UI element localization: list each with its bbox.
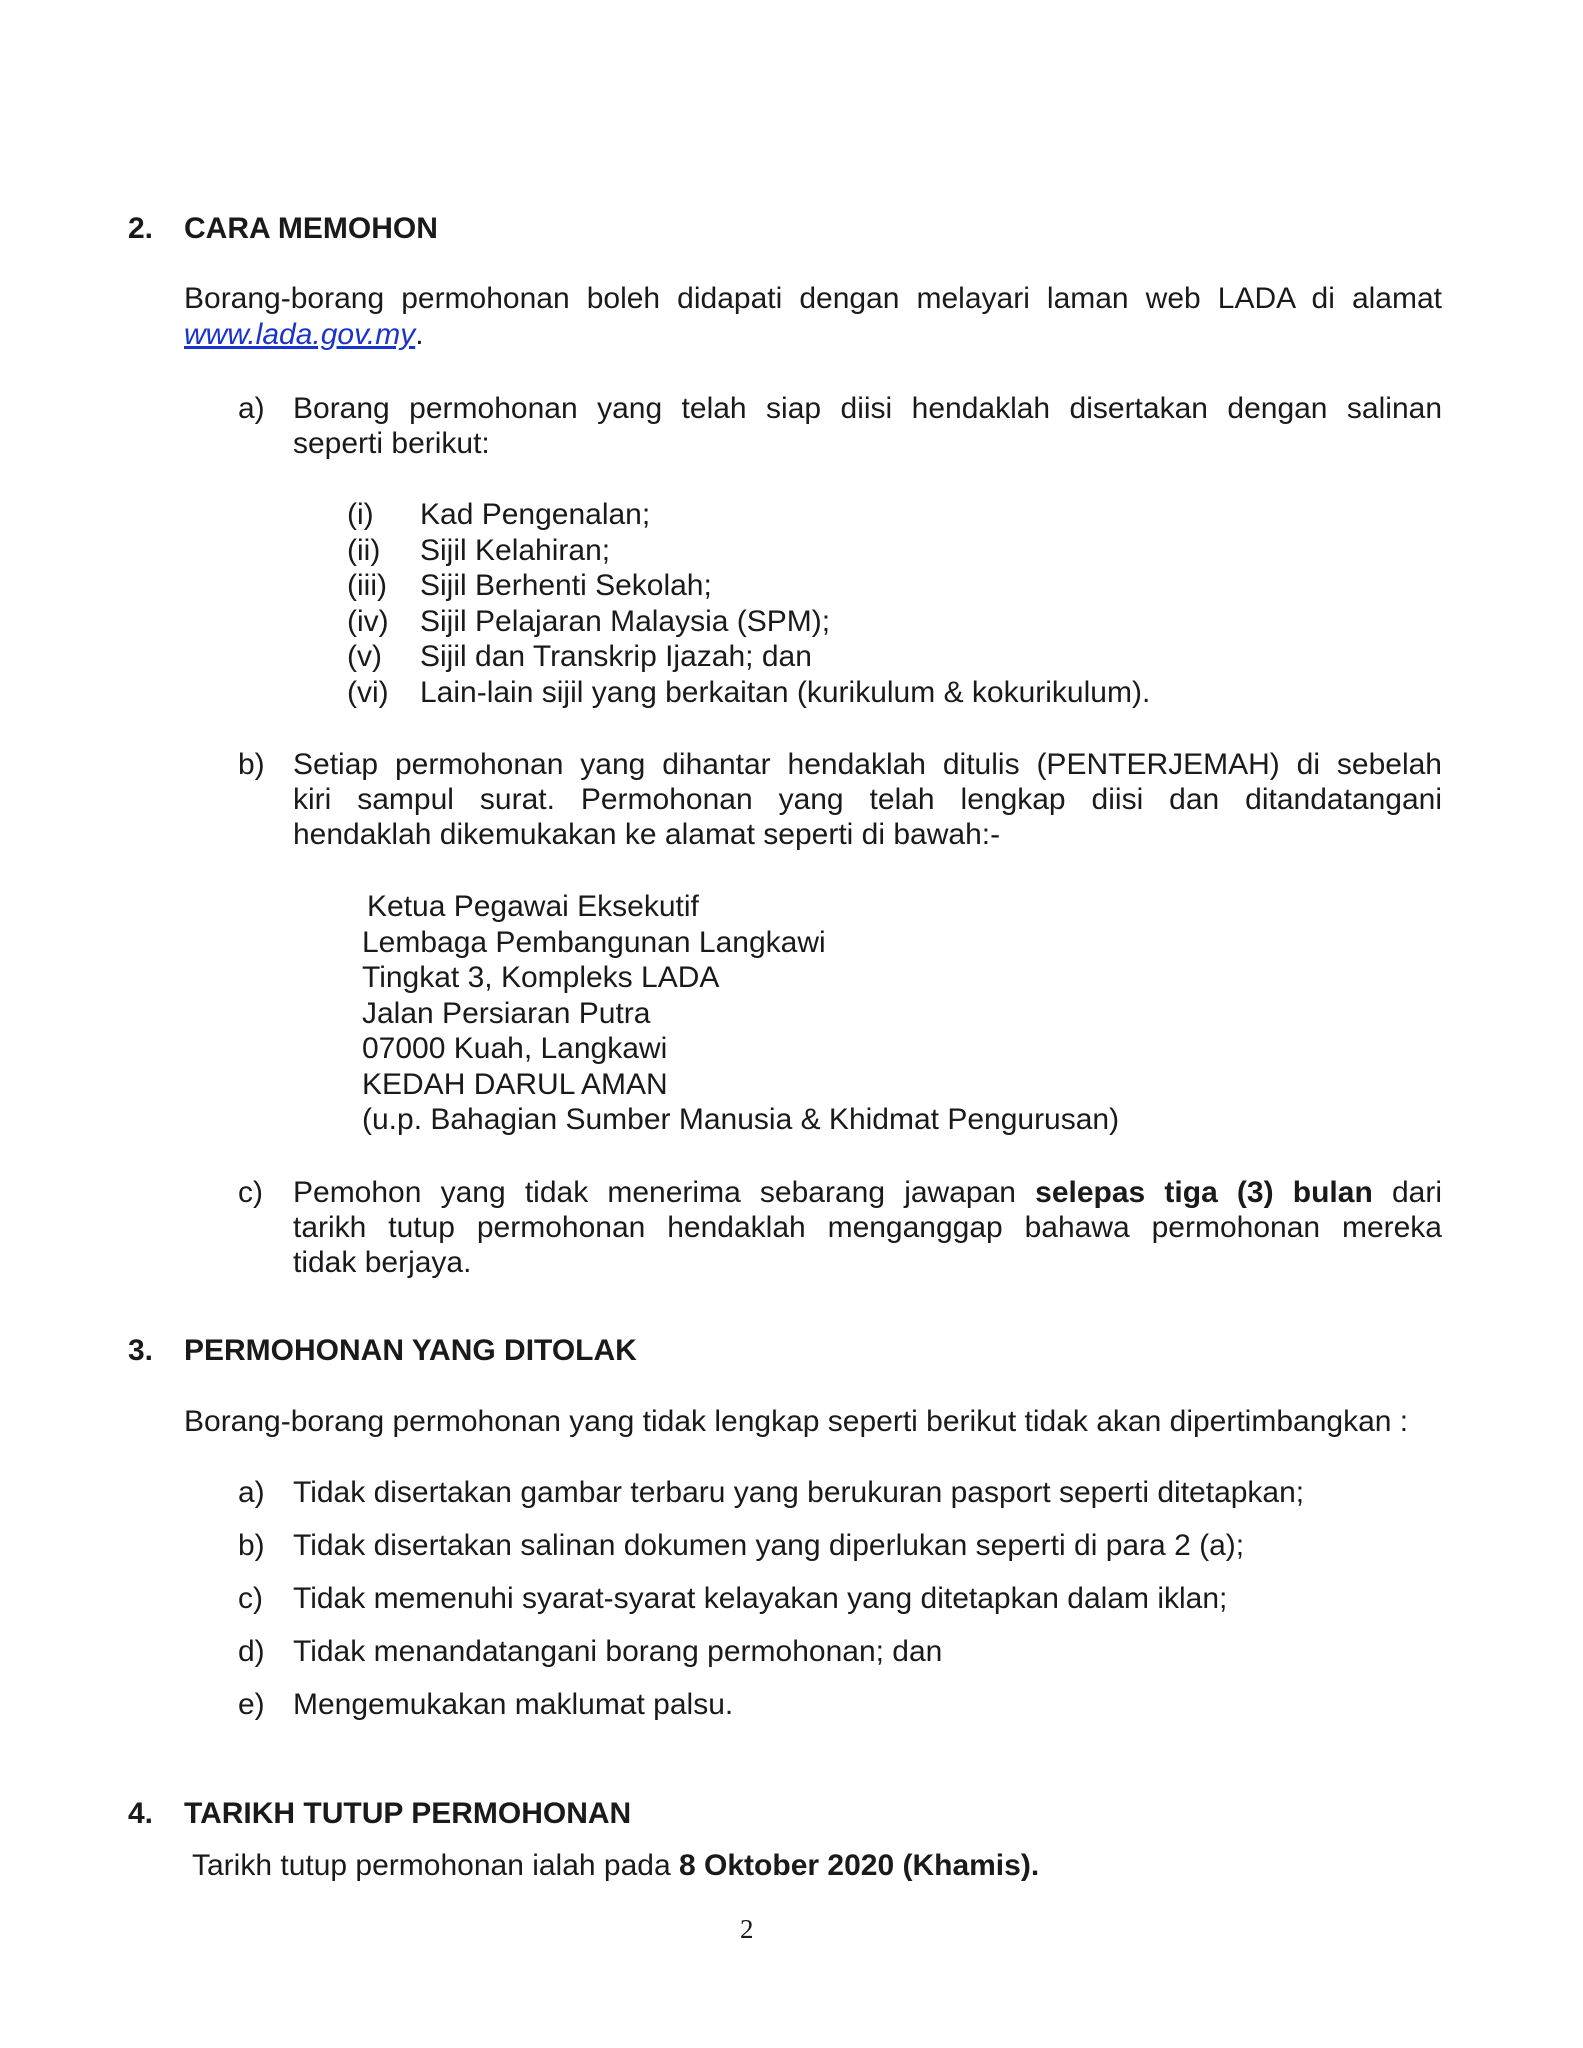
item-2a-line2: seperti berikut: [293, 427, 490, 460]
item-2c-line1: Pemohon yang tidak menerima sebarang jawapan selepas tiga (3) bulan dari [293, 1176, 1442, 1209]
item-3c-text: Tidak memenuhi syarat-syarat kelayakan yang ditetapkan dalam iklan; [293, 1582, 1228, 1615]
item-2a-label: a) [238, 392, 265, 425]
item-2c-line3: tidak berjaya. [293, 1246, 472, 1279]
list-item: (v) Sijil dan Transkrip Ijazah; dan [347, 640, 812, 673]
item-2c-label: c) [238, 1176, 263, 1209]
lada-website-link[interactable]: www.lada.gov.my [184, 318, 416, 351]
address-line: Lembaga Pembangunan Langkawi [362, 925, 826, 959]
item-3b-label: b) [238, 1529, 265, 1562]
section-3-title: PERMOHONAN YANG DITOLAK [184, 1334, 637, 1367]
intro-period: . [415, 318, 424, 351]
item-2b-line2: kiri sampul surat. Permohonan yang telah lengkap diisi dan ditandatangani [293, 783, 1442, 816]
item-2b-line3: hendaklah dikemukakan ke alamat seperti di bawah:- [293, 818, 1001, 851]
list-item: (vi) Lain-lain sijil yang berkaitan (kurikulum & kokurikulum). [347, 675, 1151, 709]
address-line: KEDAH DARUL AMAN [362, 1067, 668, 1101]
item-2b-label: b) [238, 748, 265, 781]
list-item: (i) Kad Pengenalan; [347, 498, 651, 531]
address-line: 07000 Kuah, Langkawi [362, 1032, 668, 1065]
address-line: Tingkat 3, Kompleks LADA [362, 961, 720, 994]
item-3b-text: Tidak disertakan salinan dokumen yang diperlukan seperti di para 2 (a); [293, 1529, 1245, 1562]
section-3-intro: Borang-borang permohonan yang tidak lengkap seperti berikut tidak akan dipertimbangkan : [184, 1405, 1409, 1438]
item-3e-text: Mengemukakan maklumat palsu. [293, 1688, 734, 1721]
item-3d-label: d) [238, 1635, 265, 1668]
item-3a-text: Tidak disertakan gambar terbaru yang berukuran pasport seperti ditetapkan; [293, 1476, 1305, 1509]
section-2-number: 2. [128, 212, 154, 245]
list-item: (iii) Sijil Berhenti Sekolah; [347, 569, 712, 602]
list-item: (iv) Sijil Pelajaran Malaysia (SPM); [347, 604, 831, 638]
closing-date: 8 Oktober 2020 (Khamis). [679, 1849, 1040, 1882]
section-4-number: 4. [128, 1797, 154, 1830]
emphasis-three-months: selepas tiga (3) bulan [1035, 1176, 1373, 1209]
item-3d-text: Tidak menandatangani borang permohonan; dan [293, 1635, 943, 1668]
closing-date-text: Tarikh tutup permohonan ialah pada 8 Oktober 2020 (Khamis). [192, 1849, 1040, 1882]
section-2-intro-line2 [184, 318, 424, 352]
item-2a-line1: Borang permohonan yang telah siap diisi hendaklah disertakan dengan salinan [293, 392, 1442, 425]
mailing-address [362, 889, 1119, 1138]
item-2c-line2: tarikh tutup permohonan hendaklah menganggap bahawa permohonan mereka [293, 1211, 1442, 1244]
section-2-intro-line1: Borang-borang permohonan boleh didapati dengan melayari laman web LADA di alamat [184, 282, 1442, 315]
address-line: Ketua Pegawai Eksekutif [367, 890, 699, 923]
section-3-number: 3. [128, 1334, 154, 1367]
item-3e-label: e) [238, 1688, 265, 1721]
item-2b-line1: Setiap permohonan yang dihantar hendaklah ditulis (PENTERJEMAH) di sebelah [293, 748, 1442, 781]
page-number: 2 [740, 1914, 754, 1944]
list-item: (ii) Sijil Kelahiran; [347, 533, 611, 567]
address-line: Jalan Persiaran Putra [362, 996, 651, 1030]
item-3c-label: c) [238, 1582, 263, 1615]
section-4-title: TARIKH TUTUP PERMOHONAN [184, 1797, 632, 1830]
item-3a-label: a) [238, 1476, 265, 1509]
section-2-title: CARA MEMOHON [184, 212, 438, 245]
document-list [347, 497, 1247, 710]
address-line: (u.p. Bahagian Sumber Manusia & Khidmat Pengurusan) [362, 1103, 1120, 1136]
